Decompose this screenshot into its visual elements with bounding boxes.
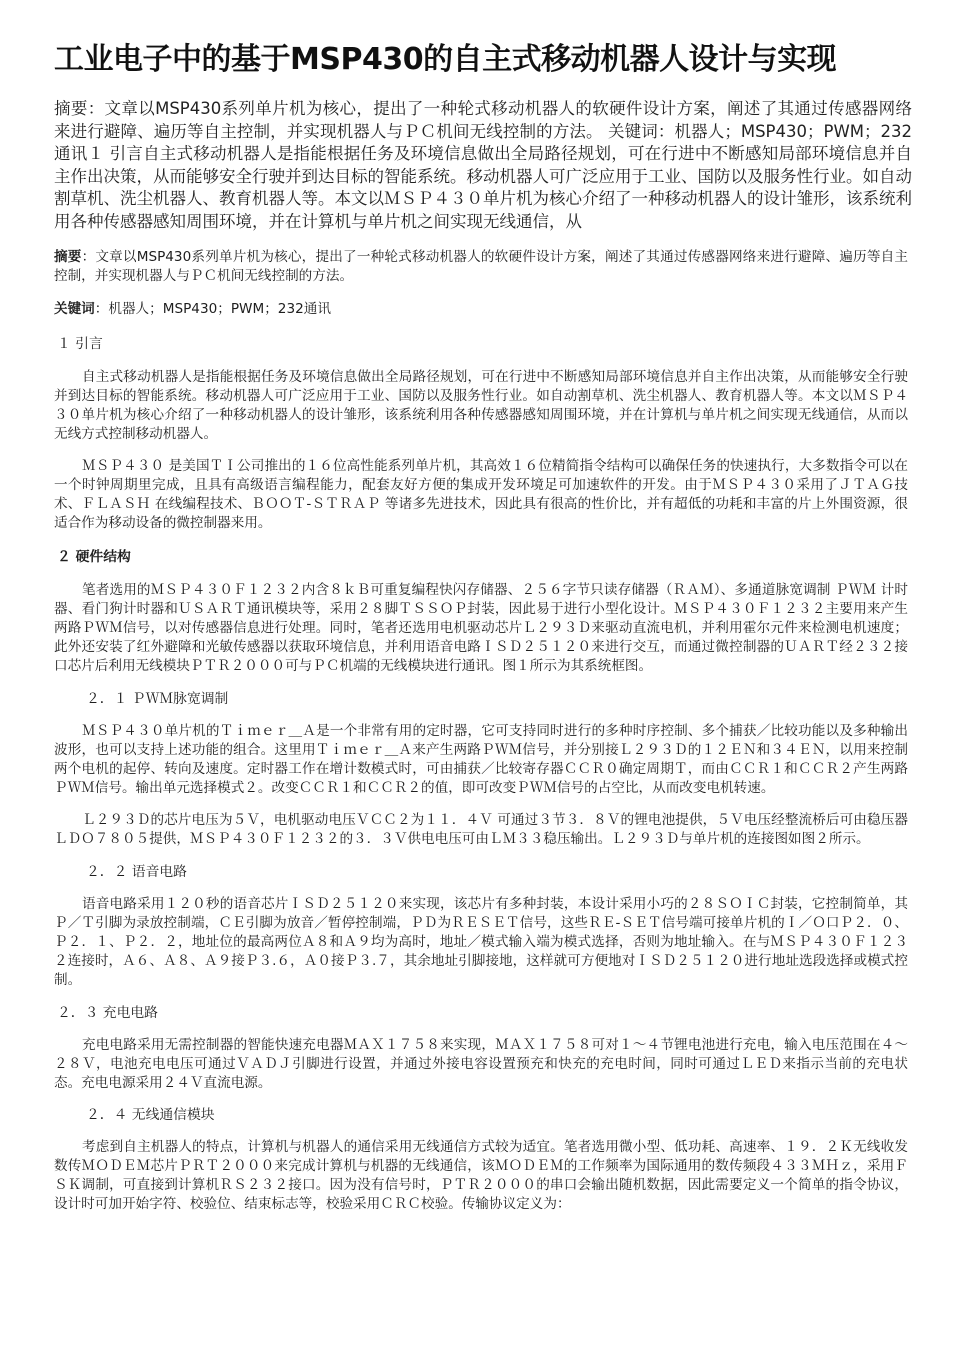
summary-block: 摘要：文章以MSP430系列单片机为核心，提出了一种轮式移动机器人的软硬件设计方案，阐述了其通过传感器网络来进行避障、遍历等自主控制，并实现机器人与ＰＣ机间无线控制的方法。 关键词：机器人；MSP430；PWM；232通讯１ 引言自主式移动机器人是指能根据任务及环境信息做出全局路径规划，可在行进中不断感知局部环境信息并自主作出决策，从而能够安全行驶并到达目标的智能系统。移动机器人可广泛应用于工业、国防以及服务性行业。如自动割草机、洗尘机器人、教育机器人等。本文以ＭＳＰ４３０单片机为核心介绍了一种移动机器人的设计雏形，该系统利用各种传感器感知周围环境，并在计算机与单片机之间实现无线通信，从 [54,99,912,231]
keywords-paragraph [54,300,908,319]
paragraph: 自主式移动机器人是指能根据任务及环境信息做出全局路径规划，可在行进中不断感知局部环境信息并自主作出决策，从而能够安全行驶并到达目标的智能系统。移动机器人可广泛应用于工业、国防以及服务性行业。如自动割草机、洗尘机器人、教育机器人等。本文以ＭＳＰ４３０单片机为核心介绍了一种移动机器人的设计雏形，该系统利用各种传感器感知周围环境，并在计算机与单片机之间实现无线通信，从而以无线方式控制移动机器人。 [54,369,908,442]
keywords-text: ：机器人；MSP430；PWM；232通讯 [94,301,331,317]
keywords-label: 关键词 [54,301,95,317]
paragraph: 语音电路采用１２０秒的语音芯片ＩＳＤ２５１２０来实现，该芯片有多种封装，本设计采用小巧的２８ＳＯＩＣ封装，它控制简单，其Ｐ／Ｔ引脚为录放控制端，ＣＥ引脚为放音／暂停控制端，ＰＤ为ＲＥＳＥＴ信号，这些ＲＥ-ＳＥＴ信号端可接单片机的Ｉ／Ｏ口Ｐ２．０、Ｐ２．１、Ｐ２．２，地址位的最高两位Ａ８和Ａ９均为高时，地址／模式输入端为模式选择，否则为地址输入。在与ＭＳＰ４３０Ｆ１２３２连接时，Ａ６、Ａ８、Ａ９接Ｐ３.６，Ａ０接Ｐ３.７，其余地址引脚接地，这样就可方便地对ＩＳＤ２５１２０进行地址选段选择或模式控制。 [54,896,908,988]
section-heading: ２ 硬件结构 [57,549,131,565]
abstract-text: ：文章以MSP430系列单片机为核心，提出了一种轮式移动机器人的软硬件设计方案，阐述了其通过传感器网络来进行避障、遍历等自主控制，并实现机器人与ＰＣ机间无线控制的方法。 [54,249,909,284]
paragraph: ＭＳＰ４３０ 是美国ＴＩ公司推出的１６位高性能系列单片机，其高效１６位精简指令结构可以确保任务的快速执行，大多数指令可以在一个时钟周期里完成，且具有高级语言编程能力，配套友好方便的集成开发环境足可加速软件的开发。由于ＭＳＰ４３０采用了ＪＴＡＧ技术、ＦＬＡＳＨ 在线编程技术、ＢＯＯＴ-ＳＴＲＡＰ 等诸多先进技术，因此具有很高的性价比，并有超低的功耗和丰富的片上外围资源，很适合作为移动设备的微控制器来用。 [54,458,908,531]
paragraph: ＭＳＰ４３０单片机的Ｔｉｍｅｒ＿Ａ是一个非常有用的定时器，它可支持同时进行的多种时序控制、多个捕获／比较功能以及多种输出波形，也可以支持上述功能的组合。这里用Ｔｉｍｅｒ＿Ａ来产生两路ＰＷＭ信号，并分别接Ｌ２９３Ｄ的１２ＥＮ和３４ＥＮ，以用来控制两个电机的起停、转向及速度。定时器工作在增计数模式时，可由捕获／比较寄存器ＣＣＲ０确定周期Ｔ，而由ＣＣＲ１和ＣＣＲ２产生两路ＰＷＭ信号。输出单元选择模式２。改变ＣＣＲ１和ＣＣＲ２的值，即可改变ＰＷＭ信号的占空比，从而改变电机转速。 [54,723,908,796]
paragraph: 考虑到自主机器人的特点，计算机与机器人的通信采用无线通信方式较为适宜。笔者选用微小型、低功耗、高速率、１９．２Ｋ无线收发数传ＭＯＤＥＭ芯片ＰＲＴ２０００来完成计算机与机器的无线通信，该ＭＯＤＥＭ的工作频率为国际通用的数传频段４３３ＭＨｚ，采用ＦＳＫ调制，可直接到计算机ＲＳ２３２接口。因为没有信号时，ＰＴＲ２０００的串口会输出随机数据，因此需要定义一个简单的指令协议，设计时可加开始字符、校验位、结束标志等，校验采用ＣＲＣ校验。传输协议定义为： [54,1139,908,1212]
article-body [54,248,908,1214]
subsection-heading: ２．２ 语音电路 [86,864,187,880]
subsection-heading: ２．１ ＰＷＭ脉宽调制 [86,691,229,707]
section-heading: ２．３ 充电电路 [57,1005,158,1021]
paragraph: 充电电路采用无需控制器的智能快速充电器ＭＡＸ１７５８来实现，ＭＡＸ１７５８可对１～４节锂电池进行充电，输入电压范围在４～２８Ｖ，电池充电电压可通过ＶＡＤＪ引脚进行设置，并通过外接电容设置预充和快充的充电时间，同时可通过ＬＥＤ来指示当前的充电状态。充电电源采用２４Ｖ直流电源。 [54,1037,908,1091]
abstract-paragraph [54,248,908,286]
paragraph: Ｌ２９３Ｄ的芯片电压为５Ｖ，电机驱动电压ＶＣＣ２为１１．４Ｖ 可通过３节３．８Ｖ的锂电池提供，５Ｖ电压经整流桥后可由稳压器ＬＤＯ７８０５提供，ＭＳＰ４３０Ｆ１２３２的３．３Ｖ供电电压可由ＬＭ３３稳压输出。Ｌ２９３Ｄ与单片机的连接图如图２所示。 [54,812,908,847]
subsection-heading: ２．４ 无线通信模块 [86,1107,215,1123]
document-title: 工业电子中的基于MSP430的自主式移动机器人设计与实现 [54,42,837,77]
abstract-label: 摘要 [54,249,82,265]
section-heading: １ 引言 [57,336,103,352]
paragraph: 笔者选用的ＭＳＰ４３０Ｆ１２３２内含８ｋＢ可重复编程快闪存储器、２５６字节只读存储器（ＲＡＭ）、多通道脉宽调制 ＰＷＭ 计时器、看门狗计时器和ＵＳＡＲＴ通讯模块等，采用２８脚ＴＳＳＯＰ封装，因此易于进行小型化设计。ＭＳＰ４３０Ｆ１２３２主要用来产生两路ＰＷＭ信号，以对传感器信息进行处理。同时，笔者还选用电机驱动芯片Ｌ２９３Ｄ来驱动直流电机，并利用霍尔元件来检测电机速度；此外还安装了红外避障和光敏传感器以获取环境信息，并利用语音电路ＩＳＤ２５１２０来进行交互，而通过微控制器的ＵＡＲＴ经２３２接口芯片后利用无线模块ＰＴＲ２０００可与ＰＣ机端的无线模块进行通讯。图１所示为其系统框图。 [54,582,908,674]
